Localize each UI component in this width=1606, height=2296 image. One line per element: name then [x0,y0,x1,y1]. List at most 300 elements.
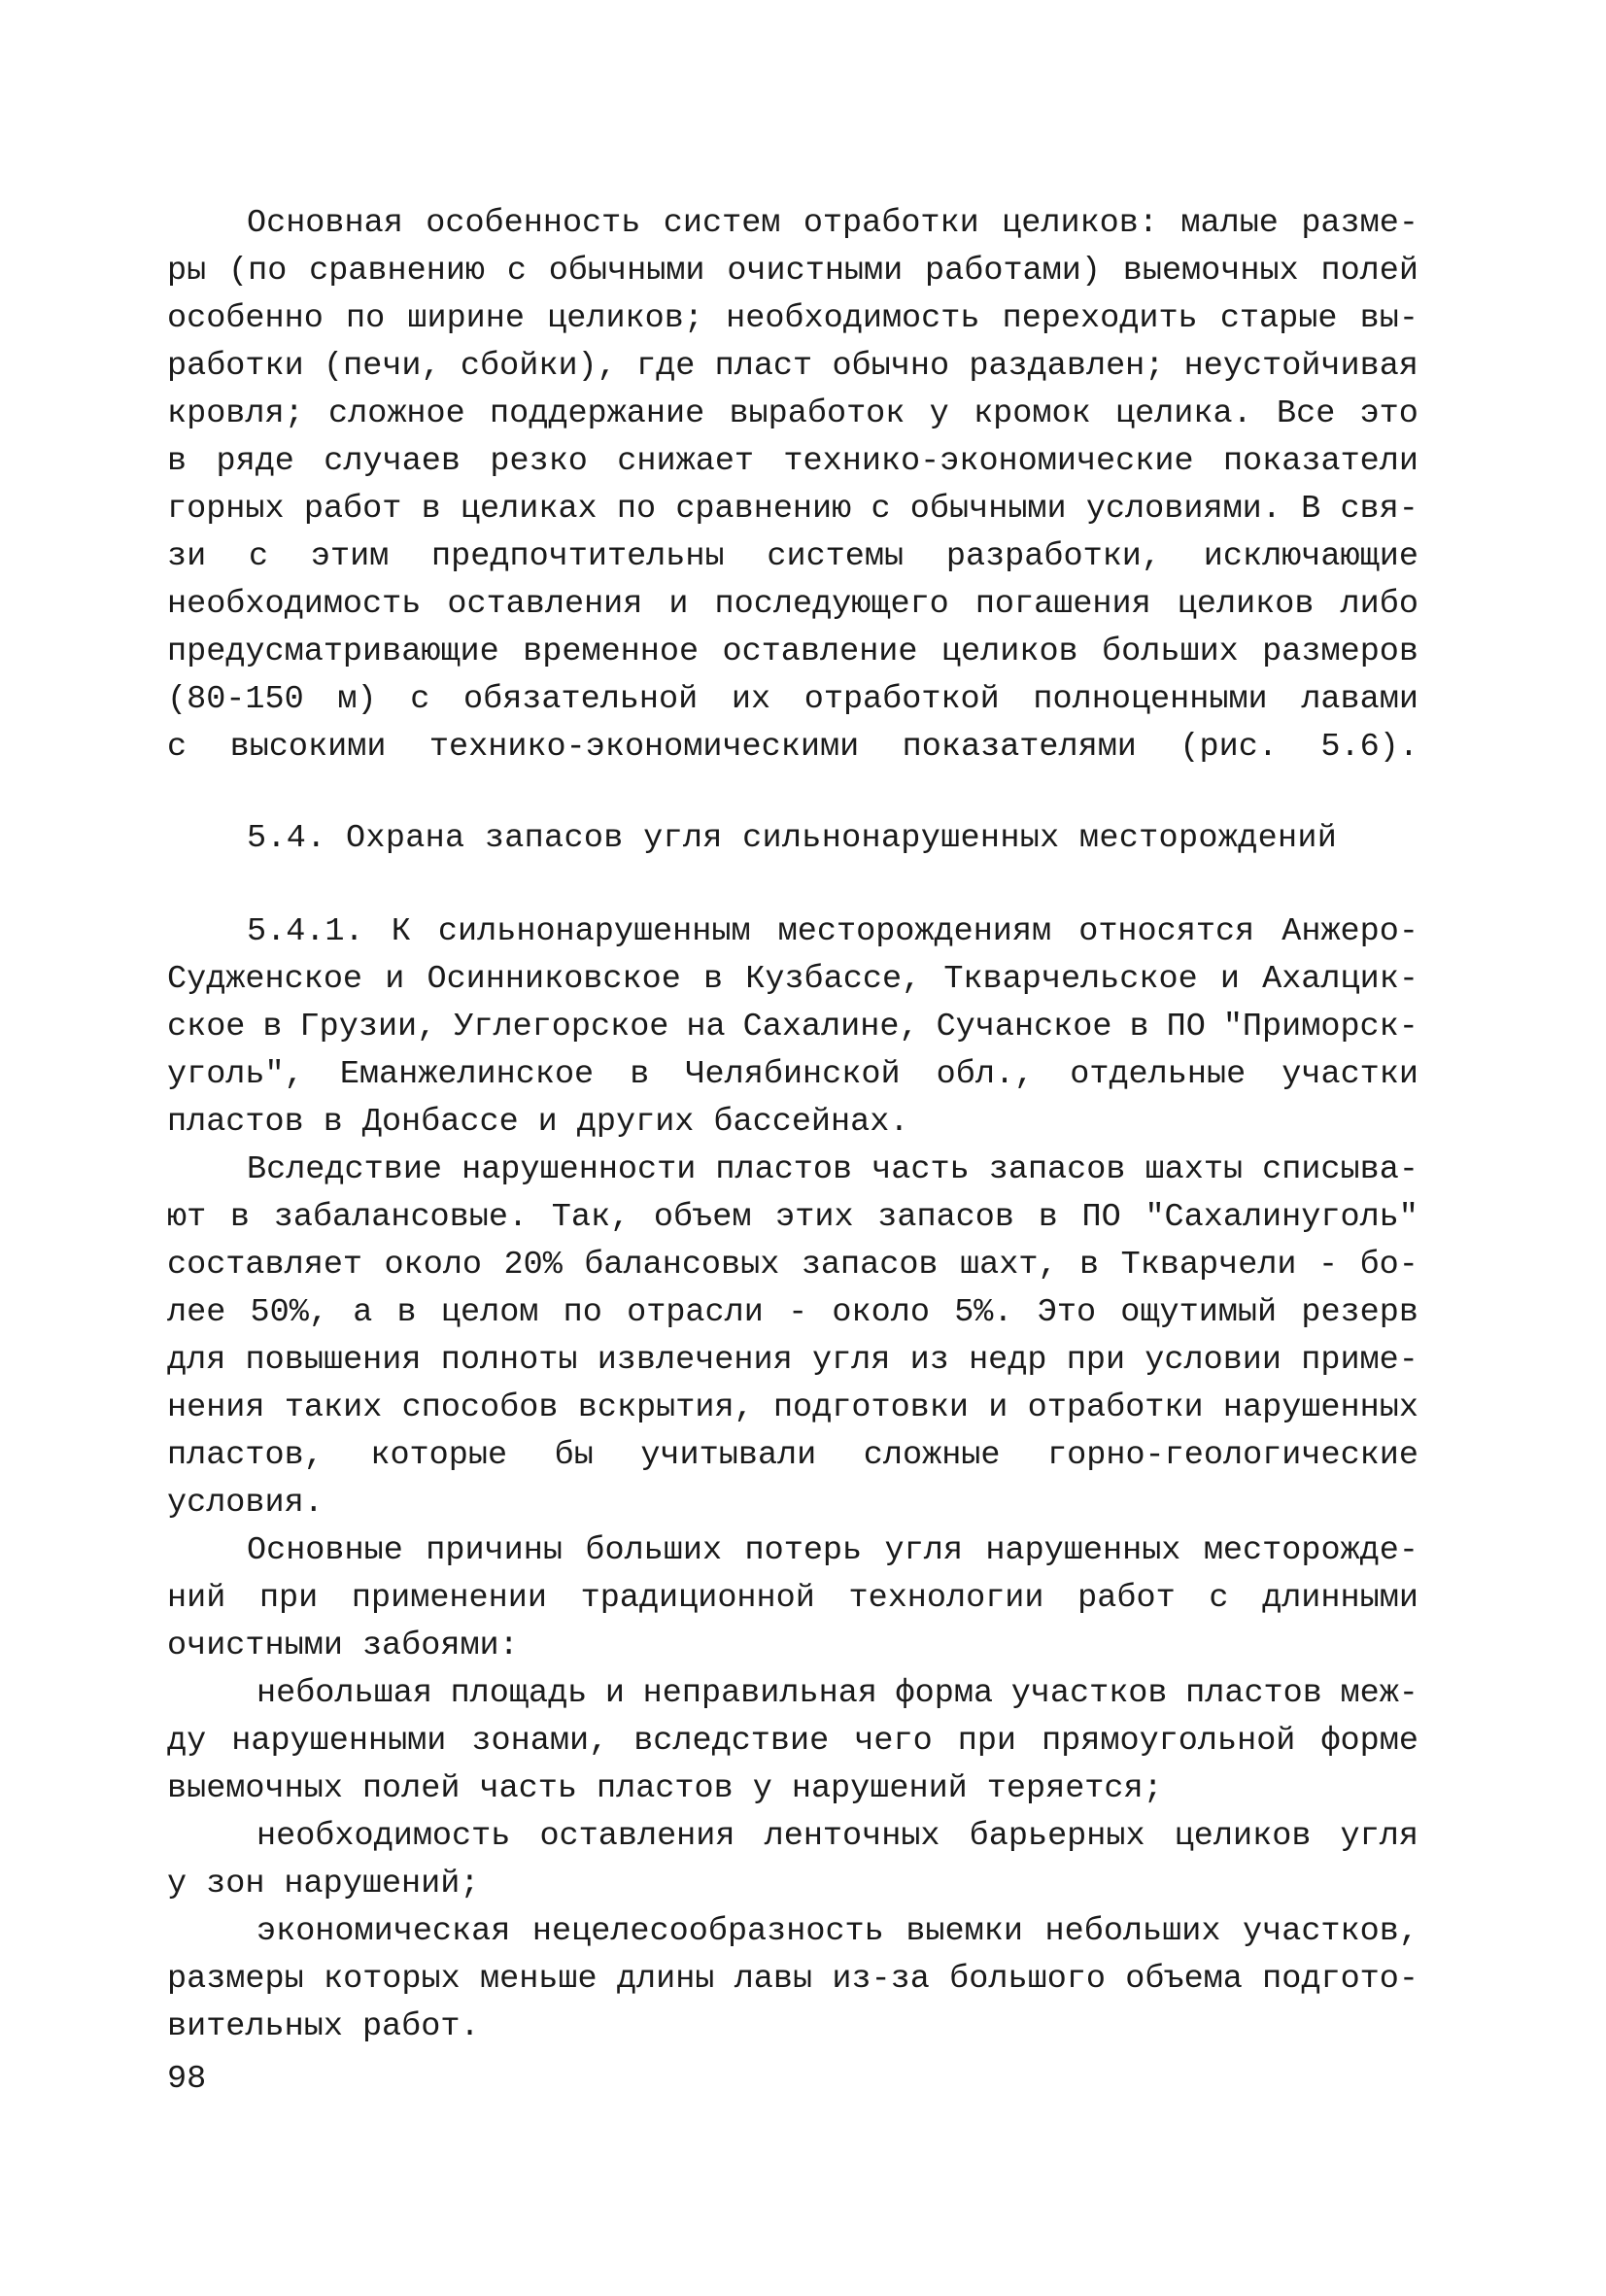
word: Челябинской [685,1056,901,1093]
word: раздавлен; [969,348,1165,385]
word: у [167,1866,188,1902]
text-line [167,1670,1418,1718]
word: резерв [1301,1294,1418,1331]
word: (рис. [1179,729,1278,766]
word: которые [370,1437,508,1474]
text-line [167,676,1418,724]
word: списыва- [1262,1151,1418,1188]
word: пластов [597,1770,734,1807]
word: исключающие [1203,538,1418,575]
word: по [345,300,386,337]
word: Основная [247,205,403,242]
word: "Приморск- [1222,1009,1418,1045]
word: Вследствие [247,1151,443,1188]
text-line [167,581,1418,629]
word: ПО [1081,1199,1121,1236]
word: показатели [1222,443,1418,480]
word: необходимость [256,1818,511,1855]
word: Основные [247,1532,403,1569]
word: технико-экономические [783,443,1194,480]
word: целиках [460,491,598,528]
word: бассейнах. [713,1104,909,1141]
word: Ахалцик- [1262,961,1418,998]
word: предпочтительны [431,538,725,575]
text-line [167,248,1418,295]
word: пластов [715,1151,853,1188]
word: 5.4.1. [247,913,364,950]
word: временное [523,634,700,670]
word: особенно [167,300,324,337]
word: технико-экономическими [428,729,860,766]
word: уголь", [167,1056,304,1093]
word: применении [351,1580,547,1617]
text-line [167,1813,1418,1861]
text-line [167,1765,1418,1813]
word: других [576,1104,695,1141]
word: выработок [729,395,906,432]
text-line [167,1337,1418,1385]
word: вследствие [633,1723,830,1760]
word: выемочных [1122,253,1299,290]
word: Грузии, [299,1009,437,1045]
word: в [262,1009,283,1045]
text-line [167,200,1418,248]
word: в [1038,1199,1058,1236]
word: больших [585,1532,723,1569]
word: показателями [902,729,1137,766]
word: кровля; [167,395,304,432]
text-line [167,1956,1418,2004]
word: выемки [906,1913,1023,1950]
text-line [167,1051,1418,1099]
word: в [229,1199,251,1236]
word: бо- [1359,1247,1418,1284]
word: балансовых [584,1247,780,1284]
word: ний [167,1580,226,1617]
word: небольшая [256,1675,432,1712]
word: нарушенных [985,1532,1181,1569]
text-line [167,1099,1418,1147]
word: оставление [722,634,918,670]
word: этих [775,1199,854,1236]
word: месторожде- [1203,1532,1418,1569]
word: размеров [1262,634,1418,670]
text-line [167,1861,1418,1908]
word: форма [895,1675,994,1712]
word: объем [653,1199,752,1236]
word: систем [663,205,781,242]
word: где [636,348,696,385]
page-number: 98 [167,2061,207,2098]
word: приме- [1301,1342,1418,1379]
word: технологии [848,1580,1044,1617]
text-line [167,956,1418,1004]
word: либо [1340,586,1418,623]
word: полноты [440,1342,578,1379]
word: Так, [551,1199,631,1236]
word: ленточных [764,1818,940,1855]
word: нарушений; [284,1866,480,1902]
word: оставления [447,586,643,623]
word: целиков [1174,1818,1312,1855]
word: условии [1145,1342,1282,1379]
word: Кузбассе, [745,961,922,998]
text-line [167,1004,1418,1051]
word: запасов [801,1247,939,1284]
word: свя- [1340,491,1418,528]
word: обычно [832,348,950,385]
word: с [1209,1580,1229,1617]
word: нарушенности [461,1151,697,1188]
word: Анжеро- [1281,913,1418,950]
word: с [871,491,891,528]
word: около [832,1294,930,1331]
word: сбойки), [460,348,617,385]
word: обычными [909,491,1067,528]
word: необходимость [167,586,422,623]
word: поддержание [490,395,705,432]
word: при [957,1723,1017,1760]
word: ширине [407,300,525,337]
word: для [167,1342,226,1379]
word: ПО [1166,1009,1206,1045]
word: барьерных [969,1818,1145,1855]
word: объема [1125,1961,1243,1998]
word: горных [167,491,285,528]
word: площадь [450,1675,588,1712]
word: нения [167,1389,265,1426]
word: часть [871,1151,970,1188]
word: причины [426,1532,563,1569]
paragraph-deposits-list [167,908,1418,1147]
word: размеры [167,1961,304,1998]
word: лавами [1301,681,1418,718]
word: малые [1180,205,1279,242]
word: бы [554,1437,594,1474]
word: в [1079,1247,1100,1284]
word: и [988,1389,1008,1426]
word: разработки, [945,538,1162,575]
word: 50%, [250,1294,328,1331]
word: К [391,913,411,950]
word: сравнению [675,491,852,528]
word: шахты [1145,1151,1244,1188]
word: относятся [1078,913,1255,950]
word: лавы [734,1961,813,1998]
word: целиков [940,634,1078,670]
word: Сахалине, [742,1009,919,1045]
word: сложное [328,395,465,432]
word: обязательной [462,681,699,718]
text-line [167,533,1418,581]
word: Осинниковское [427,961,681,998]
word: с [506,253,527,290]
word: с [167,729,188,766]
word: (по [228,253,288,290]
word: а [353,1294,373,1331]
word: запасов [988,1151,1126,1188]
text-line [167,1194,1418,1242]
word: Это [1037,1294,1097,1331]
word: особенность [426,205,641,242]
word: которых [324,1961,461,1998]
word: отдельные [1070,1056,1247,1093]
word: на [686,1009,726,1045]
text-line [167,1480,1418,1527]
word: участков, [1243,1913,1418,1950]
word: их [731,681,771,718]
paragraph-loss-causes [167,1527,1418,1670]
word: в [702,961,724,998]
word: полноценными [1033,681,1268,718]
word: и [604,1675,626,1712]
word: м) [337,681,377,718]
word: извлечения [597,1342,793,1379]
word: угля [1340,1818,1418,1855]
text-line [167,1575,1418,1623]
word: сильнонарушенным [437,913,751,950]
text-line [167,1385,1418,1432]
word: работки [167,348,304,385]
word: участков [1010,1675,1168,1712]
word: Все [1276,395,1336,432]
text-line [167,1432,1418,1480]
word: небольших [1044,1913,1221,1950]
word: по [563,1294,602,1331]
word: нарушенных [1222,1389,1418,1426]
word: отработкой [803,681,1000,718]
word: нецелесообразность [531,1913,884,1950]
word: целиков: [1002,205,1158,242]
word: работ [1077,1580,1176,1617]
word: форме [1320,1723,1418,1760]
word: из [909,1342,949,1379]
word: недр [969,1342,1047,1379]
word: кромок [974,395,1091,432]
text-line [167,1289,1418,1337]
word: снижает [617,443,755,480]
word: длинными [1262,1580,1418,1617]
word: неустойчивая [1183,348,1418,385]
word: составляет [167,1247,363,1284]
word: и [385,961,405,998]
word: неправильная [642,1675,877,1712]
word: Донбассе [361,1104,519,1141]
list-item-economic-inexpedience [167,1908,1418,2051]
word: сложные [863,1437,1001,1474]
text-line [167,295,1418,343]
word: подготовки [772,1389,969,1426]
word: В [1301,491,1321,528]
word: у [752,1770,772,1807]
word: предусматривающие [167,634,499,670]
text-line [167,343,1418,391]
word: пластов [167,1104,304,1141]
word: Углегорское [454,1009,669,1045]
word: из-за [832,1961,930,1998]
word: работ. [361,2008,480,2045]
word: обычными [548,253,705,290]
text-line [167,1623,1418,1670]
word: старые [1219,300,1338,337]
word: последующего [714,586,949,623]
word: работ [303,491,402,528]
word: в [1129,1009,1149,1045]
word: вы- [1359,300,1418,337]
word: целика. [1114,395,1252,432]
word: - [788,1294,808,1331]
paragraph-systems-features [167,200,1418,771]
word: меж- [1340,1675,1418,1712]
word: отрасли [627,1294,764,1331]
word: ры [167,253,207,290]
word: 20% [503,1247,563,1284]
word: полей [361,1770,461,1807]
word: забалансовые. [273,1199,529,1236]
word: с [410,681,430,718]
word: большого [949,1961,1106,1998]
word: нарушений [791,1770,968,1807]
word: Ткварчели [1120,1247,1297,1284]
word: очистными [727,253,904,290]
section-heading: 5.4. Охрана запасов угля сильнонарушенных месторождений [247,820,1338,857]
word: выемочных [167,1770,343,1807]
text-line [167,629,1418,676]
word: экономическая [256,1913,511,1950]
word: зонами, [471,1723,609,1760]
list-item-barrier-pillars [167,1813,1418,1908]
word: необходимость [726,300,980,337]
word: разме- [1301,205,1418,242]
word: ряде [216,443,294,480]
word: зи [167,538,207,575]
word: с [248,538,269,575]
word: условиями. [1085,491,1281,528]
word: зон [206,1866,265,1902]
word: в [396,1294,417,1331]
word: - [1318,1247,1339,1284]
list-item-small-area [167,1670,1418,1813]
word: системы [767,538,905,575]
word: условия. [167,1485,324,1522]
word: Ткварчельское [943,961,1198,998]
word: угля [884,1532,963,1569]
word: этим [310,538,390,575]
word: теряется; [986,1770,1163,1807]
word: около [384,1247,483,1284]
word: Еманжелинское [339,1056,595,1093]
word: ощутимый [1120,1294,1278,1331]
word: 5%. [954,1294,1013,1331]
word: подгото- [1262,1961,1418,1998]
word: потерь [744,1532,863,1569]
word: часть [479,1770,577,1807]
word: пласт [714,348,813,385]
word: целиков [1177,586,1315,623]
word: в [323,1104,343,1141]
word: полей [1320,253,1418,290]
word: горно-геологические [1047,1437,1418,1474]
word: погашения [974,586,1151,623]
word: и [1219,961,1240,998]
word: отработки [803,205,979,242]
word: в [630,1056,650,1093]
word: целом [440,1294,539,1331]
word: Судженское [167,961,363,998]
word: чего [854,1723,933,1760]
text-line [167,1242,1418,1289]
text-line [167,1908,1418,1956]
text-line [167,438,1418,486]
word: обл., [936,1056,1035,1093]
word: пластов [1185,1675,1322,1712]
word: переходить [1002,300,1198,337]
word: ют [167,1199,207,1236]
word: способов [401,1389,559,1426]
word: очистными [167,1628,343,1664]
word: в [167,443,188,480]
word: резко [490,443,588,480]
word: 5.6). [1320,729,1418,766]
word: пластов, [167,1437,324,1474]
word: при [1066,1342,1126,1379]
word: (печи, [324,348,441,385]
word: "Сахалинуголь" [1145,1199,1418,1236]
text-line [167,724,1418,771]
word: учитывали [640,1437,817,1474]
word: (80-150 [167,681,304,718]
word: случаев [324,443,461,480]
word: и [668,586,689,623]
word: длины [616,1961,715,1998]
word: вительных [167,2008,343,2045]
text-line [167,1718,1418,1765]
word: по [616,491,657,528]
word: месторождениям [777,913,1052,950]
word: участки [1281,1056,1418,1093]
word: вскрытия, [577,1389,754,1426]
word: прямоугольной [1042,1723,1296,1760]
word: запасов [877,1199,1014,1236]
text-line [167,486,1418,533]
word: таких [284,1389,383,1426]
word: повышения [245,1342,422,1379]
word: шахт, [960,1247,1058,1284]
word: это [1359,395,1418,432]
text-line [167,391,1418,438]
word: угля [811,1342,891,1379]
word: традиционной [580,1580,815,1617]
word: в [421,491,441,528]
word: лее [167,1294,226,1331]
paragraph-reserves-writeoff [167,1147,1418,1527]
word: ское [167,1009,246,1045]
word: отработки [1027,1389,1204,1426]
word: забоями: [361,1628,519,1664]
word: ду [167,1723,207,1760]
word: нарушенными [231,1723,447,1760]
word: у [929,395,949,432]
text-line [167,2004,1418,2051]
word: и [537,1104,558,1141]
word: оставления [539,1818,735,1855]
word: сравнению [309,253,486,290]
word: Сучанское [936,1009,1112,1045]
word: высокими [229,729,387,766]
word: целиков; [547,300,703,337]
word: работами) [925,253,1101,290]
text-line [167,1147,1418,1194]
